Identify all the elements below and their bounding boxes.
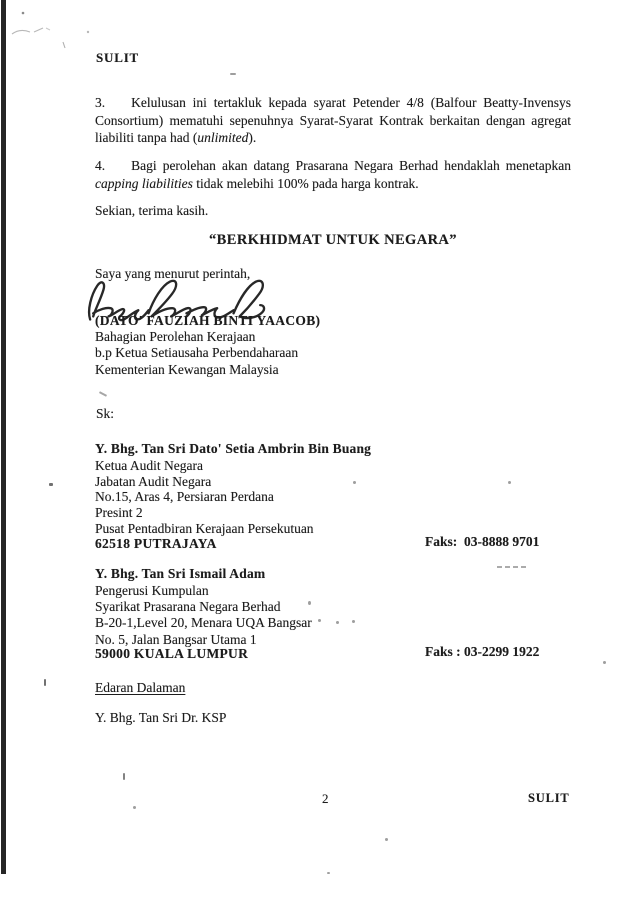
paragraph-3-italic: unlimited — [197, 130, 249, 146]
scan-speck — [318, 619, 321, 622]
recipient-2-street2: No. 5, Jalan Bangsar Utama 1 — [95, 631, 257, 647]
scan-speck — [123, 773, 125, 780]
scan-speck — [336, 621, 339, 624]
scan-speck — [352, 620, 355, 623]
recipient-1-dept: Jabatan Audit Negara — [95, 473, 212, 489]
recipient-1-area: Pusat Pentadbiran Kerajaan Persekutuan — [95, 520, 314, 536]
scan-speck — [353, 481, 356, 484]
signatory-name: (DATO' FAUZIAH BINTI YAACOB) — [95, 313, 321, 328]
scan-dash-mark — [497, 566, 528, 568]
closing-line: Sekian, terima kasih. — [95, 203, 209, 218]
scan-speck — [385, 838, 388, 841]
recipient-2-address — [95, 583, 312, 648]
recipient-2-company: Syarikat Prasarana Negara Berhad — [95, 599, 281, 615]
paragraph-3-number: 3. — [95, 95, 106, 110]
signatory-on-behalf: b.p Ketua Setiausaha Perbendaharaan — [95, 345, 299, 361]
internal-circulation-heading: Edaran Dalaman — [95, 680, 186, 695]
recipient-2-name: Y. Bhg. Tan Sri Ismail Adam — [95, 566, 266, 581]
paragraph-3-text: Kelulusan ini tertakluk kepada syarat Petender 4/8 (Balfour Beatty-Invensys Consortium) mematuhi sepenuhnya Syarat-Syarat Kontrak berkaitan dengan agregat liabiliti tanpa had ( — [95, 95, 571, 146]
slogan: “BERKHIDMAT UNTUK NEGARA” — [209, 232, 457, 248]
classification-header: SULIT — [96, 50, 140, 65]
recipient-1-address — [95, 458, 314, 537]
recipient-1-street: No.15, Aras 4, Persiaran Perdana — [95, 489, 274, 505]
scan-speck — [49, 483, 53, 486]
scan-speck — [44, 679, 46, 686]
recipient-1-name: Y. Bhg. Tan Sri Dato' Setia Ambrin Bin Buang — [95, 441, 372, 456]
paragraph-3-tail: ). — [248, 130, 257, 146]
recipient-1-precinct: Presint 2 — [95, 505, 143, 521]
recipient-2-city: 59000 KUALA LUMPUR — [95, 646, 249, 661]
scan-speck — [327, 872, 330, 874]
paragraph-4-italic: capping liabilities — [95, 175, 193, 191]
internal-circulation-line: Y. Bhg. Tan Sri Dr. KSP — [95, 710, 227, 725]
recipient-2-street: B-20-1,Level 20, Menara UQA Bangsar — [95, 615, 312, 631]
paragraph-4-tail: tidak melebihi 100% pada harga kontrak. — [192, 175, 419, 191]
recipient-1-city: 62518 PUTRAJAYA — [95, 536, 217, 551]
scan-speck — [603, 661, 606, 664]
paragraph-4-number: 4. — [95, 158, 106, 173]
scan-tick-mark — [99, 391, 107, 397]
recipient-2-fax: Faks : 03-2299 1922 — [425, 644, 540, 659]
cc-label: Sk: — [96, 406, 115, 421]
paragraph-3 — [95, 94, 571, 147]
recipient-1-title: Ketua Audit Negara — [95, 458, 203, 473]
recipient-1-fax: Faks: 03-8888 9701 — [425, 534, 540, 549]
classification-footer: SULIT — [528, 791, 570, 805]
paragraph-4-text: Bagi perolehan akan datang Prasarana Negara Berhad hendaklah menetapkan — [131, 158, 571, 173]
recipient-2-title: Pengerusi Kumpulan — [95, 583, 209, 598]
scan-speck — [508, 481, 511, 484]
scan-edge-bar — [1, 0, 6, 874]
signatory-details — [95, 329, 298, 378]
scan-speck — [133, 806, 136, 809]
signatory-department: Bahagian Perolehan Kerajaan — [95, 329, 256, 344]
paragraph-4 — [95, 157, 571, 192]
scan-speck — [230, 73, 236, 75]
signoff-lead: Saya yang menurut perintah, — [95, 266, 251, 281]
signatory-ministry: Kementerian Kewangan Malaysia — [95, 361, 279, 377]
page-number: 2 — [322, 791, 329, 806]
